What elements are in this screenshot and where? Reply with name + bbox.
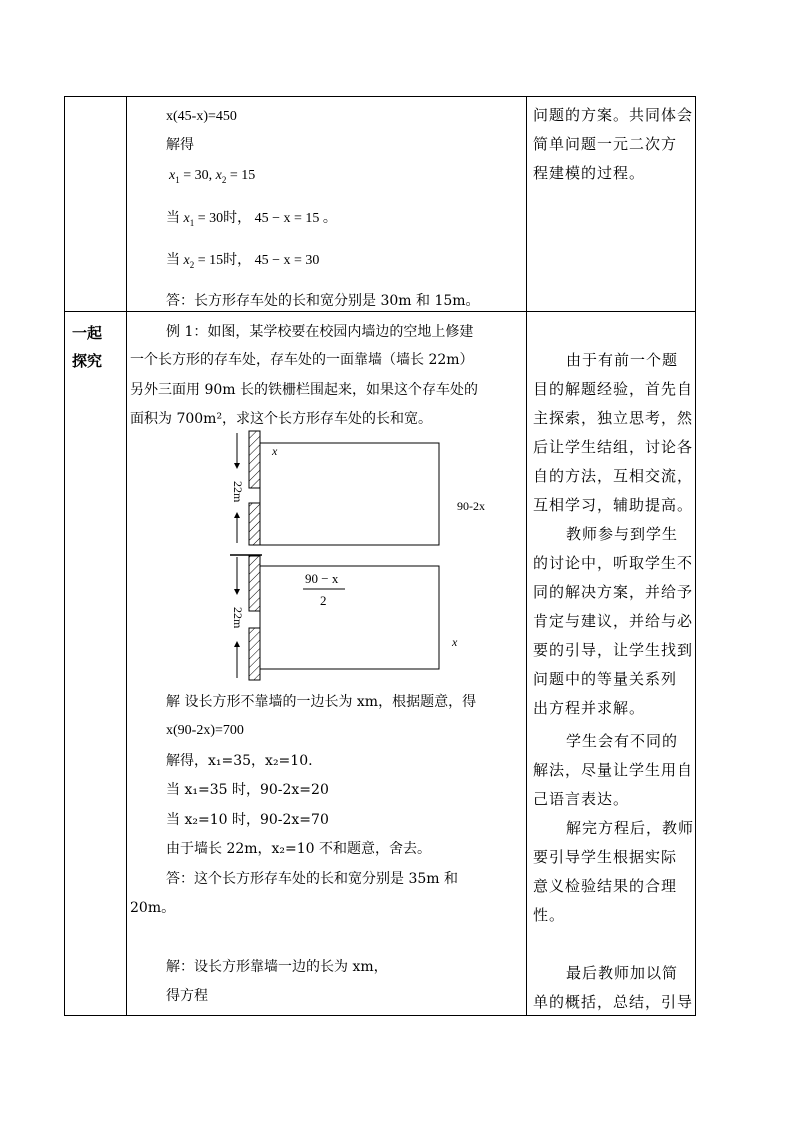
row1-remark-line: 简单问题一元二次方 [533,135,678,153]
solution-line: 当 x₂=10 时，90-2x=70 [166,812,329,828]
solution-line: 解得，x₁=35，x₂=10. [166,753,313,769]
answer-1: 答：长方形存车处的长和宽分别是 30m 和 15m。 [166,293,480,309]
solution-line: 由于墙长 22m，x₂=10 不和题意，舍去。 [166,841,432,857]
problem-line: 一个长方形的存车处，存车处的一面靠墙（墙长 22m） [130,352,474,368]
solution-line: 20m。 [130,900,176,916]
remark-line: 单的概括，总结，引导 [533,993,694,1011]
remark-line: 同的解决方案，并给予 [533,583,694,601]
row1-remark-line: 程建模的过程。 [533,164,646,182]
problem-line: 面积为 700m²，求这个长方形存车处的长和宽。 [130,411,433,427]
remark-line: 教师参与到学生 [566,525,679,543]
remark-line: 最后教师加以简 [566,964,679,982]
remark-line: 要的引导，让学生找到 [533,641,694,659]
remark-line: 性。 [533,906,566,924]
solution-line: x(90-2x)=700 [166,723,244,738]
solution-2-line: 解：设长方形靠墙一边的长为 xm， [166,959,388,975]
fig-bottom-side-label: x [452,635,458,649]
enclosure-top [260,443,439,545]
wall-hatch-bottom-lower [249,628,260,680]
section-heading-line: 一起 [72,324,103,342]
problem-line: 例 1：如图，某学校要在校园内墙边的空地上修建 [166,324,474,340]
roots-line: $x_1 = 30$, $x_2 = 15$ [169,168,256,185]
solution-2-line: 得方程 [166,988,208,1004]
remark-line: 出方程并求解。 [533,699,646,717]
remark-line: 学生会有不同的 [566,732,679,750]
fig-bottom-numerator: 90 − x [305,571,339,586]
case-1-x: 30 [209,211,224,226]
remark-line: 目的解题经验，首先自 [533,380,694,398]
remark-line: 肯定与建议，并给与必 [533,612,694,630]
remark-line: 意义检验结果的合理 [533,877,678,895]
wall-hatch-top-lower [249,503,260,545]
solution-line: 解 设长方形不靠墙的一边长为 xm，根据题意，得 [166,694,477,710]
case-2-line: 当 $x_2 = 15$时， 45 − x = 30 [166,253,320,270]
case-2-x: 15 [209,253,224,268]
fig-top-side-label: 90-2x [457,499,485,513]
remark-line: 的讨论中，听取学生不 [533,554,694,572]
wall-hatch-bottom-upper [249,556,260,611]
solution-line: 当 x₁=35 时，90-2x=20 [166,782,329,798]
fig-bottom-wall-label: 22m [231,607,245,629]
solve-label: 解得 [166,137,194,153]
wall-hatch-top-upper [249,431,260,488]
remark-line: 问题中的等量关系列 [533,670,678,688]
case-1-tail: 45 − x = 15 。 [254,211,337,226]
remark-line: 由于有前一个题 [566,351,679,369]
equation-1: x(45-x)=450 [166,109,237,124]
remark-line: 解完方程后，教师 [566,819,695,837]
case-1-line: 当 $x_1 = 30$时， 45 − x = 15 。 [166,211,337,228]
root-x2: 15 [241,168,256,183]
enclosure-bottom [260,566,439,669]
fig-top-wall-label: 22m [231,481,245,503]
solution-line: 答：这个长方形存车处的长和宽分别是 35m 和 [166,871,458,887]
problem-line: 另外三面用 90m 长的铁栅栏围起来，如果这个存车处的 [130,382,478,398]
remark-line: 后让学生结组，讨论各 [533,438,694,456]
remark-line: 己语言表达。 [533,790,630,808]
remark-line: 自的方法，互相交流， [533,467,694,485]
fig-top-x-label: x [272,444,278,458]
root-x1: 30 [194,168,209,183]
section-heading-line: 探究 [72,352,103,370]
case-2-tail: 45 − x = 30 [254,253,320,268]
remark-line: 主探索，独立思考，然 [533,409,694,427]
remark-line: 要引导学生根据实际 [533,848,678,866]
fig-bottom-denominator: 2 [320,593,327,608]
remark-line: 互相学习，辅助提高。 [533,496,694,514]
remark-line: 解法，尽量让学生用自 [533,761,694,779]
row1-remark-line: 问题的方案。共同体会 [533,106,694,124]
